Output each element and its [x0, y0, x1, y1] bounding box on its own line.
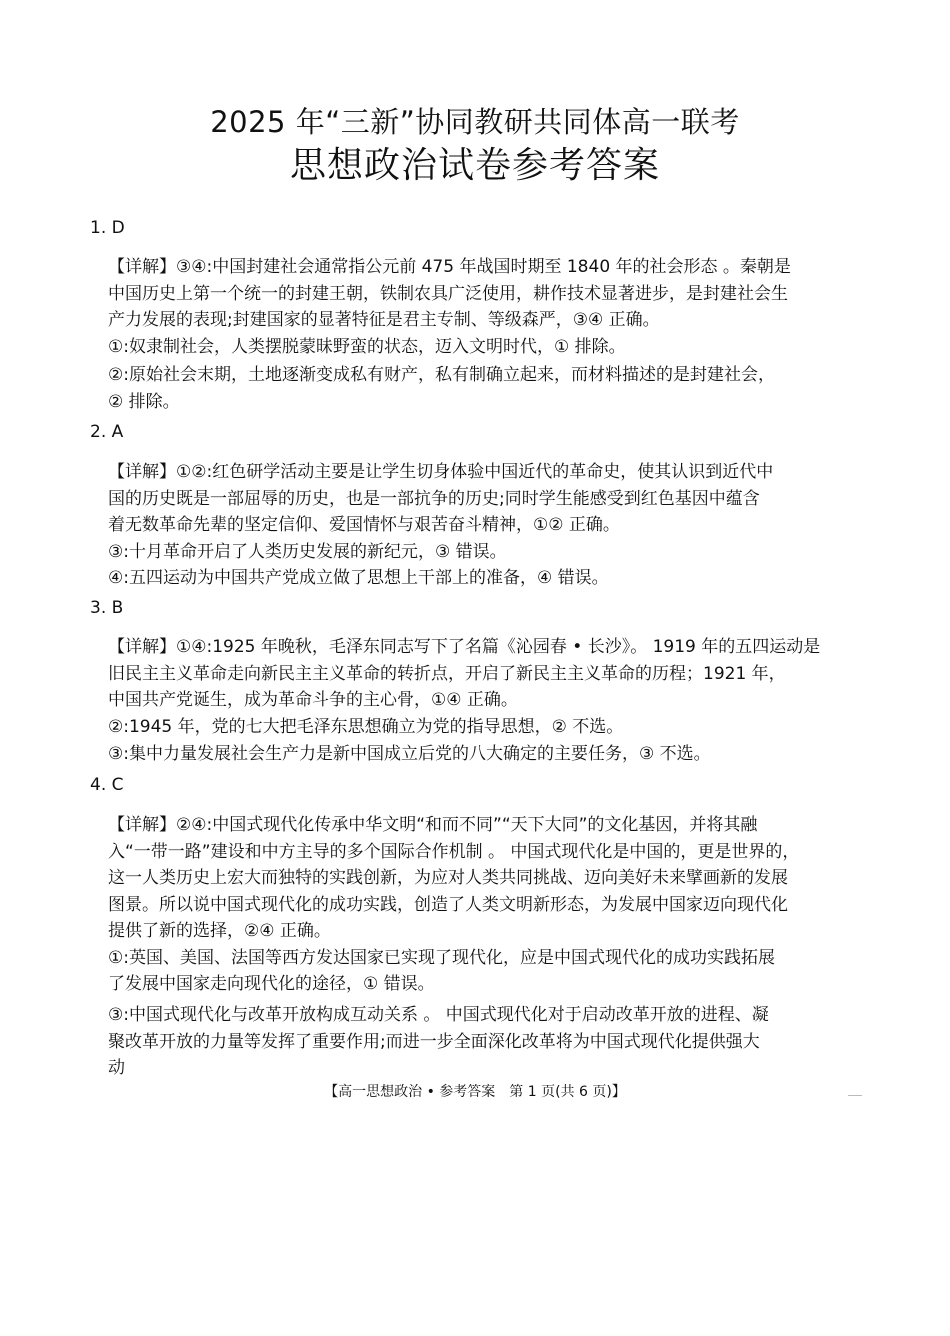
question-number: 1. D	[90, 218, 125, 238]
exam-title: 2025 年“三新”协同教研共同体高一联考	[210, 105, 740, 139]
text-line: ③:中国式现代化与改革开放构成互动关系 。 中国式现代化对于启动改革开放的进程、凝	[108, 1005, 769, 1025]
explanation-block	[108, 741, 866, 768]
explanation-block	[108, 1002, 866, 1082]
text-line: 【详解】①②:红色研学活动主要是让学生切身体验中国近代的革命史，使其认识到近代中	[108, 462, 774, 482]
answer-key-title: 思想政治试卷参考答案	[289, 145, 660, 186]
text-line: 中国历史上第一个统一的封建王朝，铁制农具广泛使用，耕作技术显著进步，是封建社会生	[108, 283, 788, 304]
scan-mark	[848, 1095, 862, 1098]
text-line: 图景。所以说中国式现代化的成功实践，创造了人类文明新形态，为发展中国家迈向现代化	[108, 894, 788, 915]
text-line: 这一人类历史上宏大而独特的实践创新，为应对人类共同挑战、迈向美好未来擘画新的发展	[108, 868, 788, 888]
question-number: 4. C	[90, 775, 124, 795]
text-line: ②:1945 年，党的七大把毛泽东思想确立为党的指导思想，② 不选。	[108, 716, 624, 737]
text-line: 国的历史既是一部屈辱的历史，也是一部抗争的历史;同时学生能感受到红色基因中蕴含	[108, 488, 760, 509]
text-line: 着无数革命先辈的坚定信仰、爱国情怀与艰苦奋斗精神，①② 正确。	[108, 515, 620, 535]
text-line: 聚改革开放的力量等发挥了重要作用;而进一步全面深化改革将为中国式现代化提供强大	[108, 1031, 760, 1052]
text-line: ④:五四运动为中国共产党成立做了思想上干部上的准备，④ 错误。	[108, 568, 609, 588]
text-line: 提供了新的选择，②④ 正确。	[108, 921, 331, 941]
text-line: 【详解】③④:中国封建社会通常指公元前 475 年战国时期至 1840 年的社会形态 。秦朝是	[108, 257, 791, 277]
text-line: 旧民主主义革命走向新民主主义革命的转折点，开启了新民主主义革命的历程；1921 年，	[108, 663, 786, 684]
text-line: ②:原始社会末期，土地逐渐变成私有财产，私有制确立起来，而材料描述的是封建社会，	[108, 365, 775, 385]
text-line: 动	[108, 1058, 125, 1078]
text-line: 入“一带一路”建设和中方主导的多个国际合作机制 。 中国式现代化是中国的，更是世界的，	[108, 841, 800, 862]
explanation-block	[108, 362, 866, 415]
explanation-block	[108, 459, 866, 565]
page-footer: 【高一思想政治 • 参考答案 第 1 页(共 6 页)】	[324, 1084, 626, 1100]
explanation-block	[108, 565, 866, 592]
text-line: 了发展中国家走向现代化的途径，① 错误。	[108, 974, 435, 994]
text-line: ③:集中力量发展社会生产力是新中国成立后党的八大确定的主要任务，③ 不选。	[108, 744, 711, 764]
explanation-block	[108, 812, 866, 998]
text-line: ①:奴隶制社会，人类摆脱蒙昧野蛮的状态，迈入文明时代，① 排除。	[108, 336, 626, 357]
text-line: 【详解】②④:中国式现代化传承中华文明“和而不同”“天下大同”的文化基因，并将其融	[108, 815, 758, 835]
question-number: 2. A	[90, 422, 124, 442]
text-line: ①:英国、美国、法国等西方发达国家已实现了现代化，应是中国式现代化的成功实践拓展	[108, 947, 775, 968]
explanation-block	[108, 254, 866, 360]
text-line: 【详解】①④:1925 年晚秋，毛泽东同志写下了名篇《沁园春 • 长沙》。 1919 年的五四运动是	[108, 637, 821, 657]
text-line: ② 排除。	[108, 391, 180, 412]
text-line: 中国共产党诞生，成为革命斗争的主心骨，①④ 正确。	[108, 690, 518, 710]
explanation-block	[108, 634, 866, 740]
question-number: 3. B	[90, 598, 124, 618]
text-line: ③:十月革命开启了人类历史发展的新纪元，③ 错误。	[108, 541, 507, 562]
text-line: 产力发展的表现;封建国家的显著特征是君主专制、等级森严，③④ 正确。	[108, 310, 660, 330]
